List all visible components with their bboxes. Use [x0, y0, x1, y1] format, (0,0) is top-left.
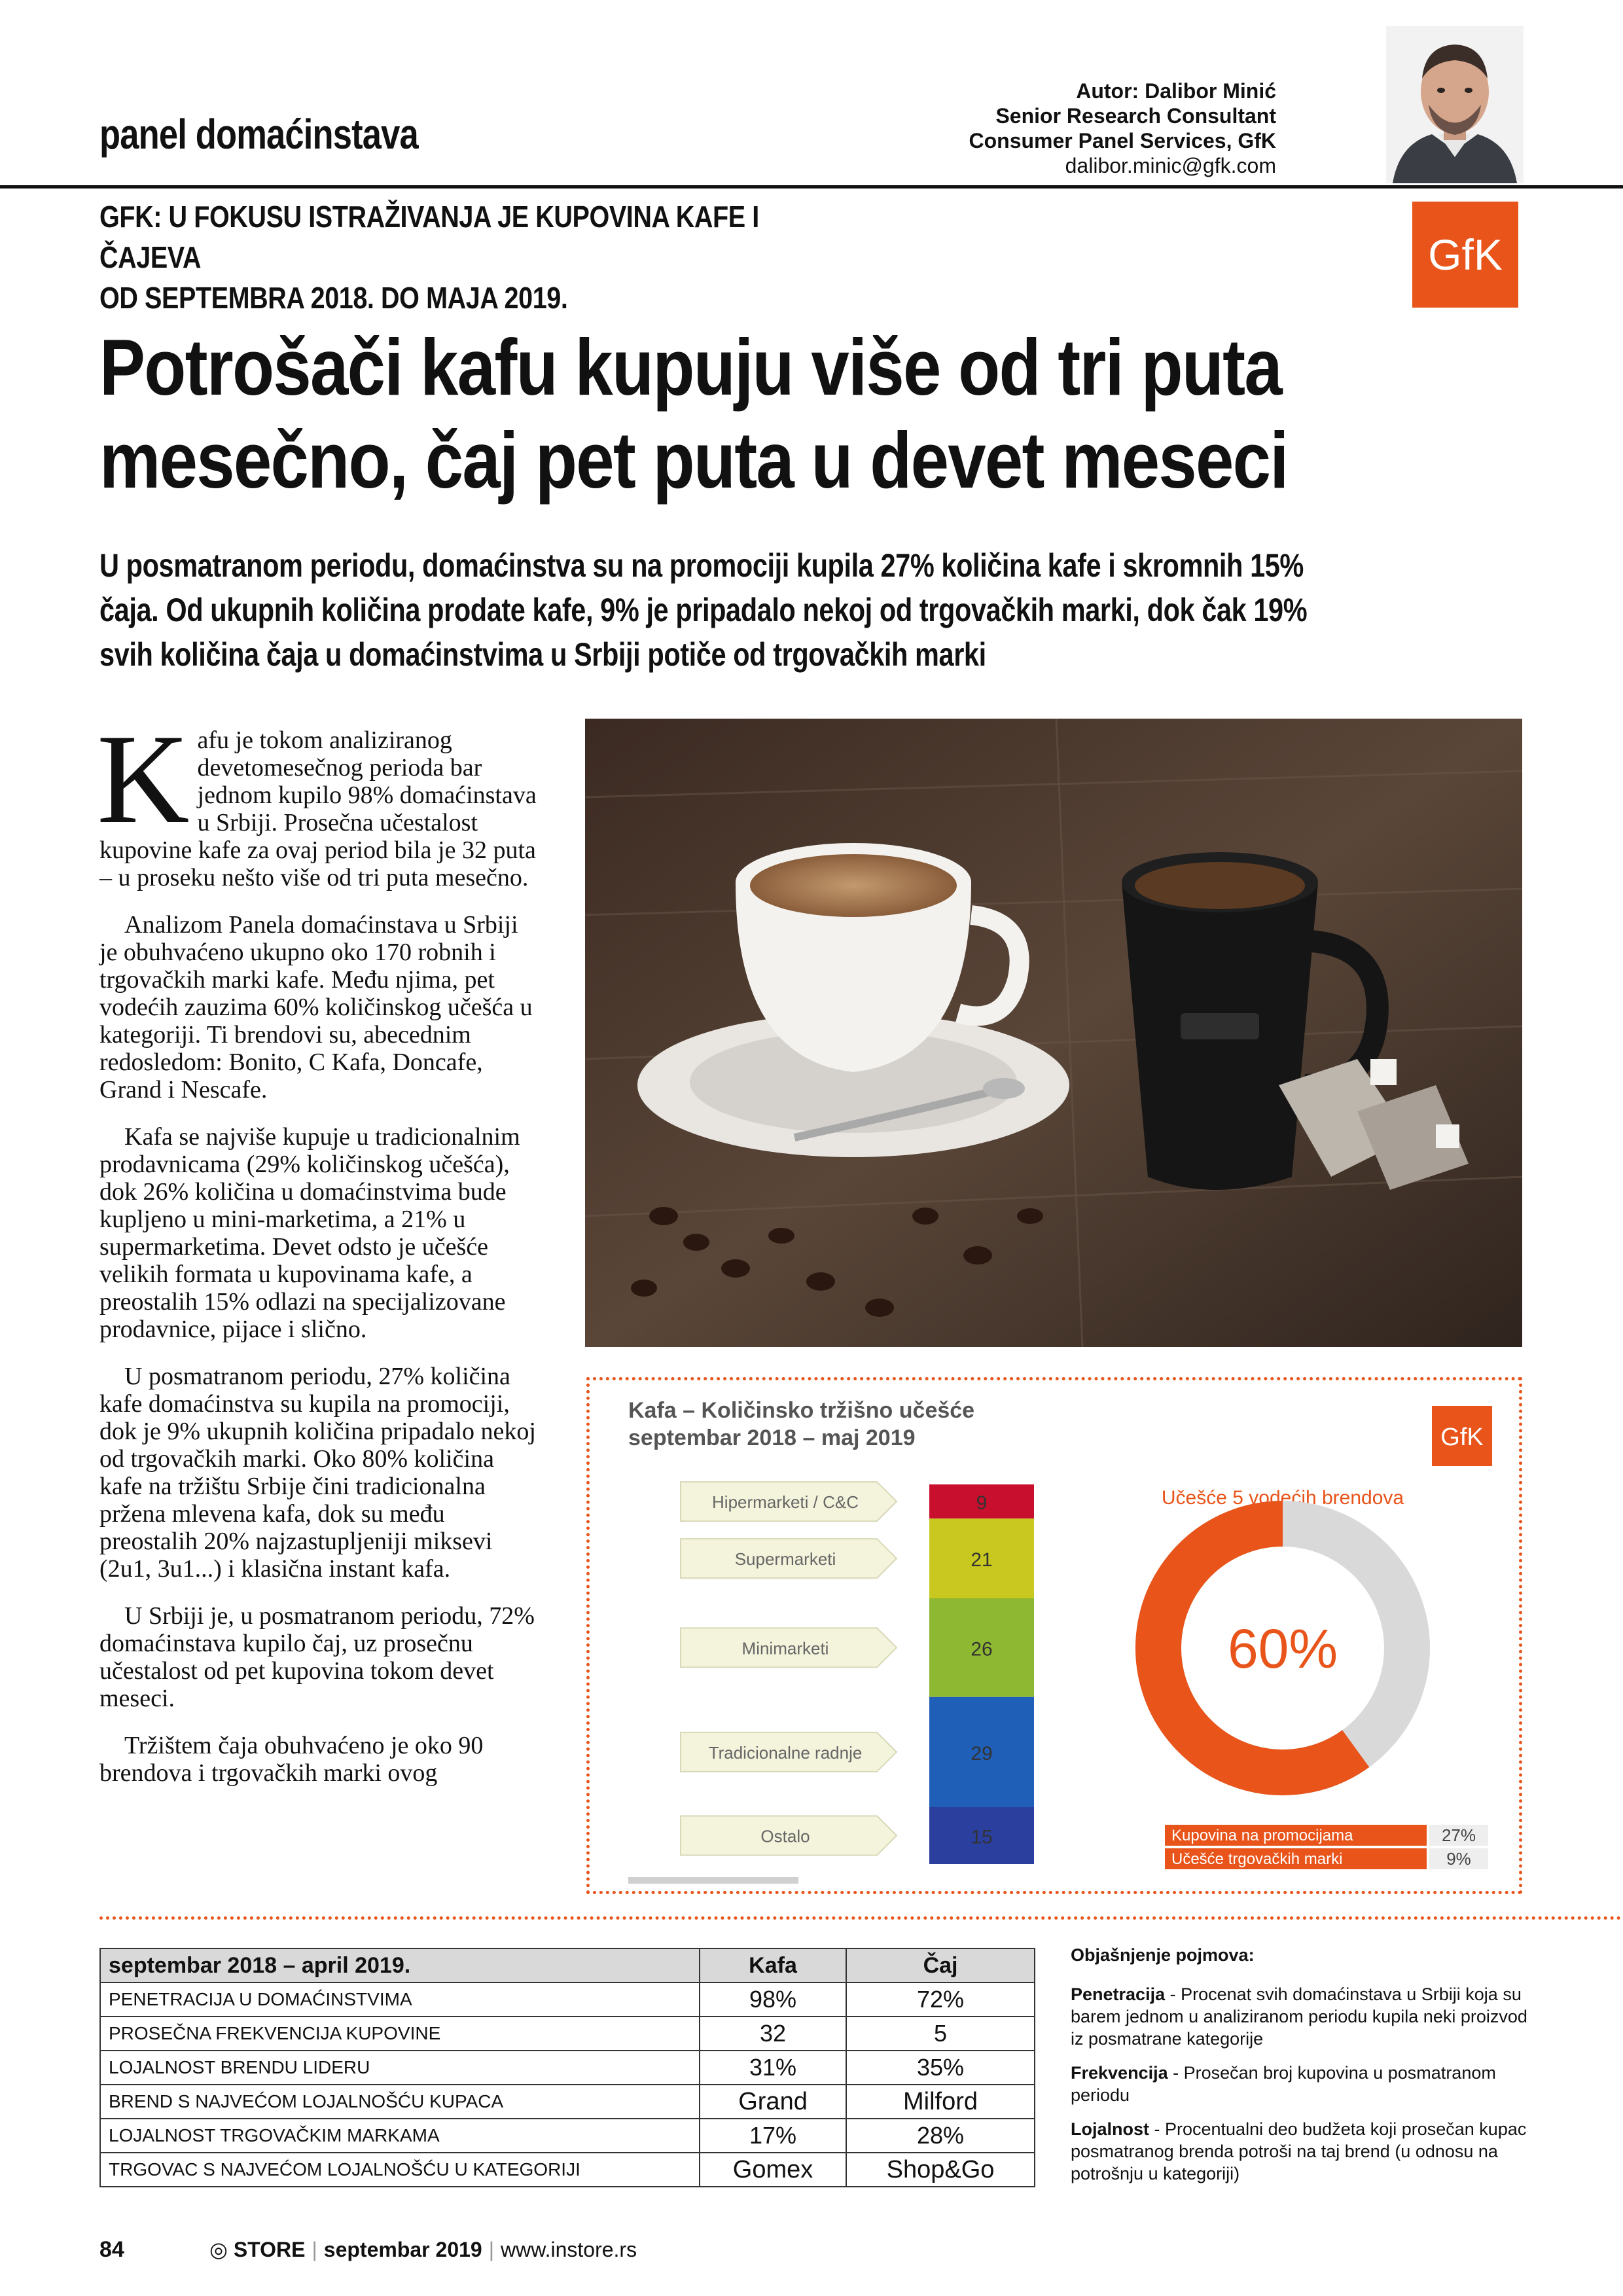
- section-label: panel domaćinstava: [99, 111, 418, 158]
- author-photo: [1386, 26, 1524, 183]
- gfk-logo: [1412, 202, 1518, 308]
- page-number: 84: [99, 2237, 124, 2262]
- footer-url[interactable]: www.instore.rs: [501, 2238, 637, 2261]
- lead-line: svih količina čaja u domaćinstvima u Srbiji potiče od trgovačkih marki: [99, 636, 986, 673]
- stacked-bar: [681, 1482, 1034, 1864]
- drop-cap: K: [97, 708, 190, 850]
- bar-value-label: 21: [971, 1549, 993, 1571]
- headline: [99, 321, 1394, 507]
- glossary-definition: - Procenat svih domaćinstava u Srbiji koja su barem jednom u analiziranom periodu kupila neki proizvod iz posmatrane kategorije: [1071, 1984, 1527, 2049]
- table-cell-label: BREND S NAJVEĆOM LOJALNOŠĆU KUPACA: [100, 2085, 700, 2119]
- table-header-row: [100, 1948, 1035, 1982]
- table-cell: 98%: [700, 1982, 846, 2017]
- glossary-title: Objašnjenje pojmova:: [1071, 1945, 1255, 1965]
- author-department: Consumer Panel Services, GfK: [969, 129, 1276, 152]
- body-paragraph: Tržištem čaja obuhvaćeno je oko 90 brendova i trgovačkih marki ovog: [99, 1732, 484, 1787]
- footer-separator: |: [488, 2238, 495, 2261]
- chart-subtitle: septembar 2018 – maj 2019: [628, 1426, 916, 1450]
- table-cell: Milford: [846, 2085, 1035, 2119]
- table-cell-label: PENETRACIJA U DOMAĆINSTVIMA: [100, 1982, 700, 2017]
- table-cell: 35%: [846, 2051, 1035, 2085]
- legend-row-label: Kupovina na promocijama: [1171, 1827, 1353, 1844]
- table-cell-label: PROSEČNA FREKVENCIJA KUPOVINE: [100, 2017, 700, 2051]
- body-paragraph: U posmatranom periodu, 27% količina kafe domaćinstva su kupila na promociji, dok je 9% ukupnih količina pripadalo nekoj od trgovačkih marki. Oko 80% količina kafe na tržištu Srbije čini tradicionalna pržena mlevena kafa, dok su među preostalih 20% najzastupljeniji miksevi (2u1, 3u1...) i klasična instant kafa.: [99, 1363, 536, 1583]
- category-label: Minimarketi: [741, 1638, 829, 1659]
- category-label: Supermarketi: [734, 1549, 836, 1570]
- chart-title: Kafa – Količinsko tržišno učešće: [628, 1398, 975, 1423]
- table-cell-label: TRGOVAC S NAJVEĆOM LOJALNOŠĆU U KATEGORIJI: [100, 2153, 700, 2187]
- kicker-line: OD SEPTEMBRA 2018. DO MAJA 2019.: [99, 281, 568, 315]
- legend-row-value: 27%: [1441, 1825, 1476, 1845]
- table-cell: 28%: [846, 2119, 1035, 2153]
- glossary-term: Frekvencija: [1071, 2063, 1168, 2083]
- category-label: Hipermarketi / C&C: [712, 1492, 859, 1513]
- header-rule: [0, 185, 1623, 188]
- table-row: [100, 2051, 1035, 2085]
- table-cell: Shop&Go: [846, 2153, 1035, 2187]
- author-role: Senior Research Consultant: [995, 104, 1276, 128]
- bar-value-label: 29: [971, 1742, 993, 1765]
- bar-value-label: 9: [976, 1492, 988, 1515]
- footer-rule: [99, 1916, 1622, 1920]
- glossary-item: [1071, 2118, 1542, 2185]
- glossary-definition: - Procentualni deo budžeta koji prosečan kupac posmatranog brenda potroši na taj brend (u odnosu na potrošnju u kategoriji): [1071, 2119, 1527, 2183]
- body-column: [97, 708, 538, 1806]
- body-paragraph: Analizom Panela domaćinstava u Srbiji je obuhvaćeno ukupno oko 170 robnih i trgovačkih marki kafe. Među njima, pet vodećih zauzima 60% količinskog učešća u kategoriji. Ti brendovi su, abecednim redosledom: Bonito, C Kafa, Doncafe, Grand i Nescafe.: [99, 911, 533, 1103]
- legend-row-label: Učešće trgovačkih marki: [1171, 1850, 1343, 1868]
- author-name: Autor: Dalibor Minić: [1076, 79, 1276, 103]
- legend-row-value: 9%: [1446, 1849, 1471, 1869]
- coffee-tea-photo: [585, 719, 1522, 1347]
- glossary-definition: - Prosečan broj kupovina u posmatranom periodu: [1071, 2063, 1496, 2105]
- bar-value-label: 15: [971, 1826, 993, 1848]
- kicker: [99, 196, 859, 318]
- chart-legend-rows: [1165, 1825, 1488, 1869]
- kpi-table: [99, 1948, 1035, 2187]
- headline-line: mesečno, čaj pet puta u devet meseci: [99, 416, 1288, 505]
- gfk-logo-text: GfK: [1428, 230, 1503, 279]
- table-header-period: septembar 2018 – april 2019.: [100, 1948, 700, 1982]
- donut-center-label: 60%: [1227, 1618, 1338, 1679]
- glossary: [1071, 1944, 1542, 2197]
- footer-text: [209, 2237, 637, 2262]
- glossary-item: [1071, 1983, 1542, 2050]
- table-cell: Grand: [700, 2085, 846, 2119]
- lead-paragraph: [99, 543, 1457, 677]
- body-paragraph: [97, 708, 538, 891]
- footer-separator: |: [312, 2238, 317, 2261]
- glossary-item: [1071, 2062, 1542, 2106]
- table-row: [100, 2085, 1035, 2119]
- author-block: [969, 79, 1276, 178]
- table-row: [100, 2017, 1035, 2051]
- footer-date: septembar 2019: [323, 2238, 482, 2261]
- table-cell: 5: [846, 2017, 1035, 2051]
- table-cell-label: LOJALNOST TRGOVAČKIM MARKAMA: [100, 2119, 700, 2153]
- footer-brand: STORE: [233, 2238, 306, 2261]
- category-label: Ostalo: [760, 1826, 810, 1846]
- table-cell: Gomex: [700, 2153, 846, 2187]
- table-row: [100, 1982, 1035, 2017]
- table-header-coffee: Kafa: [700, 1948, 846, 1982]
- table-cell: 72%: [846, 1982, 1035, 2017]
- chart-logo-text: GfK: [1440, 1424, 1484, 1451]
- table-cell: 17%: [700, 2119, 846, 2153]
- market-share-chart: [589, 1380, 1520, 1892]
- lead-line: U posmatranom periodu, domaćinstva su na promociji kupila 27% količina kafe i skromnih 15%: [99, 547, 1304, 584]
- donut-title: Učešće 5 vodećih brendova: [1161, 1487, 1404, 1509]
- category-label: Tradicionalne radnje: [708, 1742, 863, 1763]
- kicker-line: GFK: U FOKUSU ISTRAŽIVANJA JE KUPOVINA KAFE I ČAJEVA: [99, 200, 759, 274]
- body-text: afu je tokom analiziranog devetomesečnog perioda bar jednom kupilo 98% domaćinstava u Srbiji. Prosečna učestalost kupovine kafe za ovaj period bila je 32 puta – u proseku nešto više od tri puta mesečno.: [99, 726, 537, 891]
- table-cell-label: LOJALNOST BRENDU LIDERU: [100, 2051, 700, 2085]
- headline-line: Potrošači kafu kupuju više od tri puta: [99, 323, 1282, 412]
- body-paragraph: Kafa se najviše kupuje u tradicionalnim prodavnicama (29% količinskog učešća), dok 26% količina u domaćinstvima bude kupljeno u mini-marketima, a 21% u supermarketima. Devet odsto je učešće velikih formata u kupovinama kafe, a preostalih 15% odlazi na specijalizovane prodavnice, pijace i slično.: [99, 1123, 520, 1343]
- body-paragraph: U Srbiji je, u posmatranom periodu, 72% domaćinstava kupilo čaj, uz prosečnu učestalost od pet kupovina tokom devet meseci.: [99, 1602, 535, 1712]
- glossary-term: Penetracija: [1071, 1984, 1166, 2004]
- donut-chart: [1158, 1487, 1407, 1772]
- chart-source-note: [628, 1877, 798, 1884]
- table-cell: 32: [700, 2017, 846, 2051]
- lead-line: čaja. Od ukupnih količina prodate kafe, 9% je pripadalo nekoj od trgovačkih marki, dok čak 19%: [99, 592, 1308, 628]
- table-row: [100, 2153, 1035, 2187]
- author-email[interactable]: dalibor.minic@gfk.com: [1065, 154, 1276, 177]
- table-header-tea: Čaj: [846, 1948, 1035, 1982]
- table-row: [100, 2119, 1035, 2153]
- store-logo-icon: ◎: [209, 2238, 234, 2261]
- table-cell: 31%: [700, 2051, 846, 2085]
- glossary-term: Lojalnost: [1071, 2119, 1149, 2139]
- bar-value-label: 26: [971, 1638, 993, 1660]
